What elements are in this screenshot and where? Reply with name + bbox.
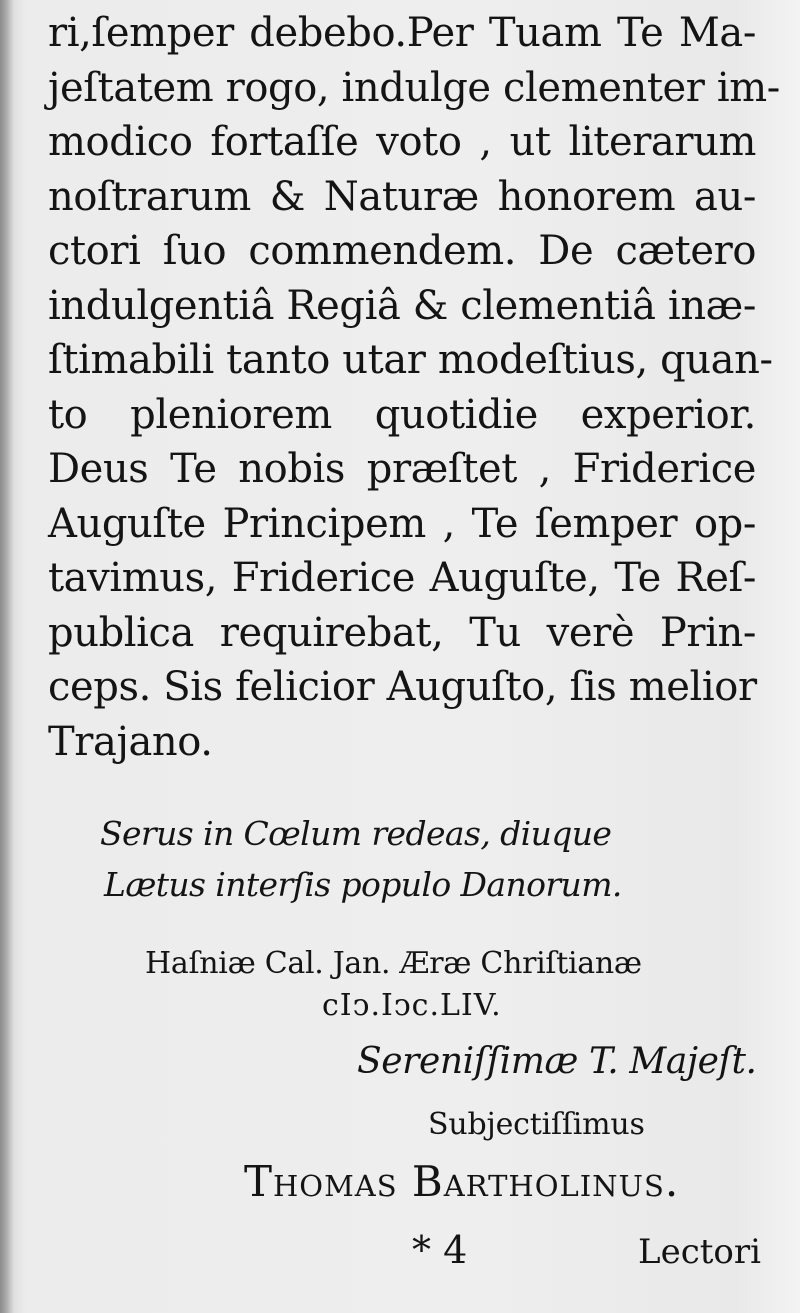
subscription: Subjectiſſimus bbox=[428, 1107, 645, 1142]
text-line: Auguſte Principem , Te ſemper op- bbox=[48, 500, 756, 547]
text-line: jeſtatem rogo, indulge clementer im- bbox=[48, 64, 780, 111]
text-line: Trajano. bbox=[48, 718, 213, 765]
text-line: modico fortaſſe voto , ut literarum bbox=[48, 119, 756, 165]
text-line: ſtimabili tanto utar modeſtius, quan- bbox=[48, 337, 773, 383]
text-line: ctori ſuo commendem. De cætero bbox=[48, 228, 756, 274]
text-line: tavimus, Friderice Auguſte, Te Reſ- bbox=[48, 555, 756, 601]
dateline-year: cIↄ.Iↄc.LIV. bbox=[322, 988, 502, 1023]
closing-salutation: Sereniſſimæ T. Majeſt. bbox=[357, 1041, 757, 1082]
text-line: publica requirebat, Tu verè Prin- bbox=[48, 609, 756, 656]
text-line: ceps. Sis felicior Auguſto, ſis melior bbox=[48, 664, 757, 710]
page-gutter-shadow bbox=[0, 0, 14, 1313]
verse-quotation bbox=[100, 808, 622, 910]
printer-signature-mark: * 4 bbox=[412, 1228, 468, 1272]
text-line: ri,ſemper debebo.Per Tuam Te Ma- bbox=[48, 10, 756, 56]
text-line: indulgentiâ Regiâ & clementiâ inæ- bbox=[48, 282, 756, 329]
text-line: noſtrarum & Naturæ honorem au- bbox=[48, 173, 756, 220]
verse-line-1: Serus in Cœlum redeas, diuque bbox=[100, 814, 612, 853]
verse-line-2: Lætus interſis populo Danorum. bbox=[104, 865, 622, 904]
catchword: Lectori bbox=[638, 1232, 762, 1272]
author-name: Thomas Bartholinus. bbox=[244, 1157, 680, 1206]
text-line: to pleniorem quotidie experior. bbox=[48, 391, 756, 438]
dedication-body-text bbox=[48, 6, 780, 769]
dateline-place-date: Haſniæ Cal. Jan. Æræ Chriſtianæ bbox=[145, 946, 642, 981]
text-line: Deus Te nobis præſtet , Friderice bbox=[48, 446, 756, 492]
